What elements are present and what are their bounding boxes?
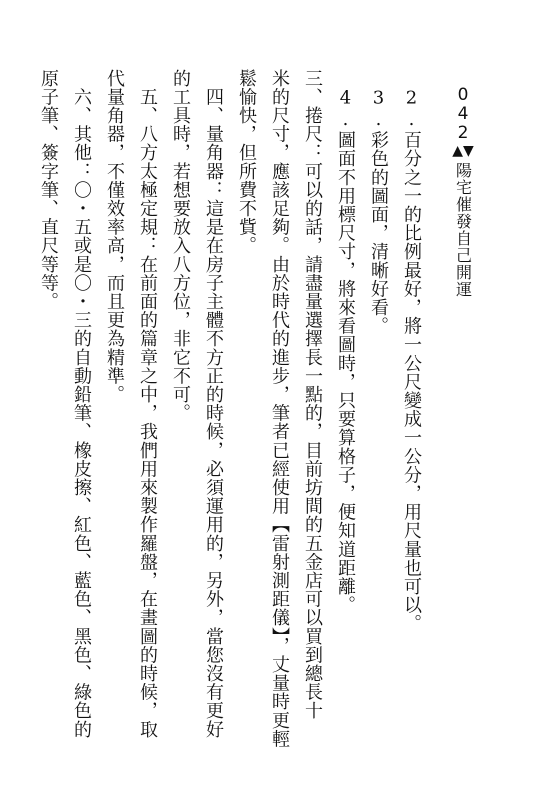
running-title: 陽宅催發自己開運 <box>453 162 473 298</box>
text-line: 鬆愉快，但所費不貲。 <box>236 69 257 255</box>
page-number-digit: 4 <box>457 104 469 124</box>
text-line: 4.圖面不用標尺寸，將來看圖時，只要算格子，便知道距離。 <box>335 69 356 615</box>
page-number <box>458 86 469 143</box>
text-line: 米的尺寸，應該足夠。由於時代的進步，筆者已經使用【雷射測距儀】，丈量時更輕 <box>269 69 290 749</box>
text-line: 五、八方太極定規：在前面的篇章之中，我們用來製作羅盤，在畫圖的時候，取 <box>137 69 158 739</box>
text-line: 三、捲尺：可以的話，請盡量選擇長一點的，目前坊間的五金店可以買到總長十 <box>302 69 323 720</box>
text-line: 代量角器，不僅效率高，而且更為精準。 <box>104 69 125 404</box>
page-number-digit: 2 <box>457 123 469 143</box>
text-line: 六、其他：〇・五或是〇・三的自動鉛筆、橡皮擦、紅色、藍色、黑色、綠色的 <box>71 69 92 739</box>
text-line: 四、量角器：這是在房子主體不方正的時候，必須運用的，另外，當您沒有更好 <box>203 69 224 739</box>
triangle-marker-icon: ▲▼ <box>452 143 474 159</box>
text-line: 2.百分之一的比例最好，將一公尺變成一公分，用尺量也可以。 <box>401 69 422 633</box>
page-number-digit: 0 <box>457 85 469 105</box>
text-line: 原子筆、簽字筆、直尺等等。 <box>38 69 59 311</box>
text-line: 的工具時，若想要放入八方位，非它不可。 <box>170 69 191 423</box>
page-header <box>451 86 475 298</box>
text-line: 3.彩色的圖面，清晰好看。 <box>368 69 389 336</box>
body-text <box>32 69 428 749</box>
